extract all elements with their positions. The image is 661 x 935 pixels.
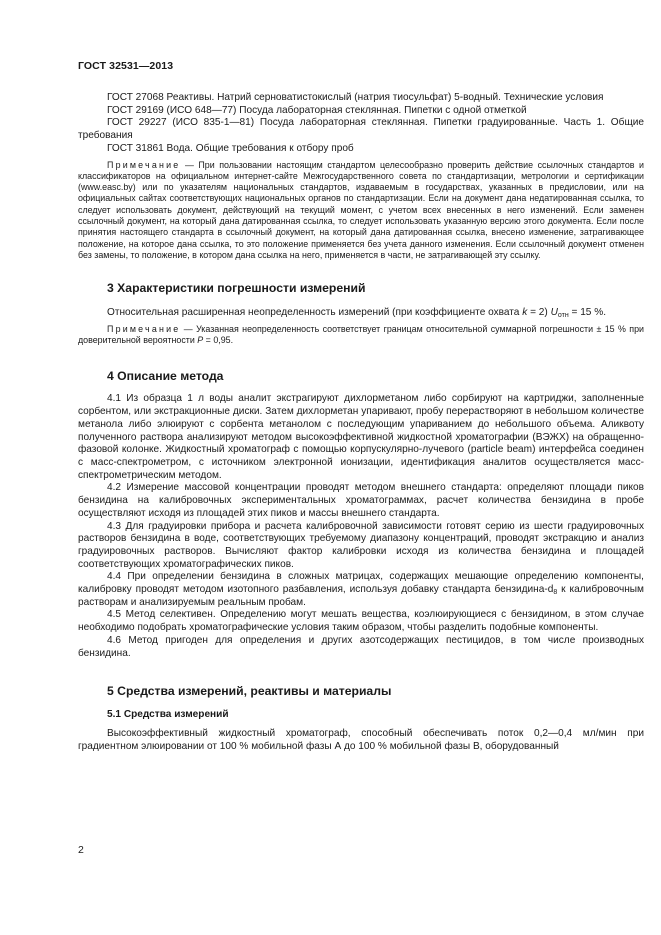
- text-segment: = 2): [527, 307, 551, 319]
- note-dash: —: [180, 323, 197, 334]
- note-text: Указанная неопределенность соответствует границам относительной суммарной погрешности ± 15 % при доверительной вероятности: [78, 323, 644, 346]
- document-body: [78, 92, 644, 754]
- text-segment: = 15 %.: [568, 307, 607, 319]
- isotope-subscript: 8: [553, 589, 558, 597]
- uncertainty-subscript: отн: [557, 312, 569, 320]
- reference-item: ГОСТ 31861 Вода. Общие требования к отбору проб: [107, 142, 354, 154]
- section-4-paragraph: 4.2 Измерение массовой концентрации проводят методом внешнего стандарта: определяют площади пиков бензидина на калибровочных экспериментальных хроматограммах, расчет количества бензидина в пробе осуществляют исходя из площадей этих пиков и массы внешнего стандарта.: [78, 482, 644, 519]
- section-4-paragraph: 4.3 Для градуировки прибора и расчета калибровочной зависимости готовят серию из шести градуировочных растворов бензидина в воде, соответствующих требуемому диапазону концентраций, проводят экстракцию и анализ градуировочных растворов. Вычисляют фактор калибровки исходя из количества бензидина и площадей соответствующих хроматографических пиков.: [78, 520, 644, 570]
- note-label: Примечание: [107, 323, 181, 334]
- document-header: ГОСТ 32531—2013: [78, 60, 174, 72]
- section-4-paragraph: 4.5 Метод селективен. Определению могут мешать вещества, коэлюирующиеся с бензидином, в этом случае необходимо подобрать хроматографические условия таким образом, чтобы разделить подобные компоненты.: [78, 609, 644, 634]
- reference-item: ГОСТ 29227 (ИСО 835-1—81) Посуда лабораторная стеклянная. Пипетки градуированные. Часть 1. Общие требования: [78, 117, 644, 142]
- section-5-paragraph: Высокоэффективный жидкостный хроматограф, способный обеспечивать поток 0,2—0,4 мл/мин при градиентном элюировании от 100 % мобильной фазы А до 100 % мобильной фазы В, оборудованный: [78, 728, 644, 752]
- section-4-paragraph: 4.6 Метод пригоден для определения и других азотсодержащих пестицидов, в том числе производных бензидина.: [78, 634, 644, 659]
- section-4-title: 4 Описание метода: [107, 369, 224, 384]
- uncertainty-symbol: U: [550, 307, 558, 319]
- note-text: = 0,95.: [203, 335, 234, 346]
- note-label: Примечание: [107, 159, 181, 170]
- reference-item: ГОСТ 29169 (ИСО 648—77) Посуда лабораторная стеклянная. Пипетки с одной отметкой: [107, 104, 527, 116]
- note-text: При пользовании настоящим стандартом целесообразно проверить действие ссылочных стандартов и классификаторов на официальном интернет-сайте Межгосударственного совета по стандартизации, метрологии и сертификации (www.easc.by) или по указателям национальных стандартов, издаваемым в государствах, указанных в предисловии, или на официальных сайтах соответствующих национальных органов по стандартизации. Если на документ дана недатированная ссылка, то следует использовать документ, действующий на текущий момент, с учетом всех внесенных в него изменений. Если заменен ссылочный документ, на который дана датированная ссылка, то следует использовать указанную версию этого документа. Если после принятия настоящего стандарта в ссылочный документ, на который дана датированная ссылка, внесено изменение, затрагивающее положение, на которое дана ссылка, то это положение применяется без учета данного изменения. Если ссылочный документ отменен без замены, то положение, в котором дана ссылка на него, применяется в части, не затрагивающей эту ссылку.: [78, 159, 644, 260]
- probability-symbol: P: [197, 335, 204, 346]
- page-number: 2: [78, 844, 84, 856]
- text-segment: к калибровочным растворам и анализируемым реальным пробам.: [78, 584, 644, 608]
- section-3-note: [78, 324, 644, 347]
- section-4-paragraph: 4.1 Из образца 1 л воды аналит экстрагируют дихлорметаном либо сорбируют на картриджи, заполненные сорбентом, или экстракционные диски. Затем дихлорметан упаривают, пробу перерастворяют в небольшом количестве метанола либо элюируют с сорбента метанолом с последующим упариванием до небольшого объема. Аликвоту полученного раствора анализируют методом высокоэффективной жидкостной хроматографии (ВЭЖХ) на обращенно-фазовой колонке. Жидкостный хроматограф с помощью корпускулярно-лучевого (particle beam) интерфейса соединен с масс-спектрометром, с источником электронной ионизации, идентификация аналитов осуществляется масс-спектрометрическим методом.: [78, 393, 644, 481]
- section-3-paragraph: [78, 307, 644, 320]
- text-segment: 4.4 При определении бензидина в сложных матрицах, содержащих мешающие определению компоненты, калибровку проводят методом изотопного разбавления, используя добавку стандарта бензидина-d: [78, 571, 644, 596]
- references-note: [78, 160, 644, 262]
- section-5-title: 5 Средства измерений, реактивы и материалы: [107, 684, 392, 699]
- section-3-title: 3 Характеристики погрешности измерений: [107, 281, 366, 296]
- text-segment: Относительная расширенная неопределенность измерений (при коэффициенте охвата: [107, 307, 523, 319]
- reference-item: ГОСТ 27068 Реактивы. Натрий серноватистокислый (натрия тиосульфат) 5-водный. Технические условия: [107, 92, 604, 103]
- coefficient-symbol: k: [522, 307, 528, 319]
- note-dash: —: [180, 159, 199, 170]
- subsection-5-1-title: 5.1 Средства измерений: [107, 709, 229, 721]
- section-4-paragraph: [78, 571, 644, 609]
